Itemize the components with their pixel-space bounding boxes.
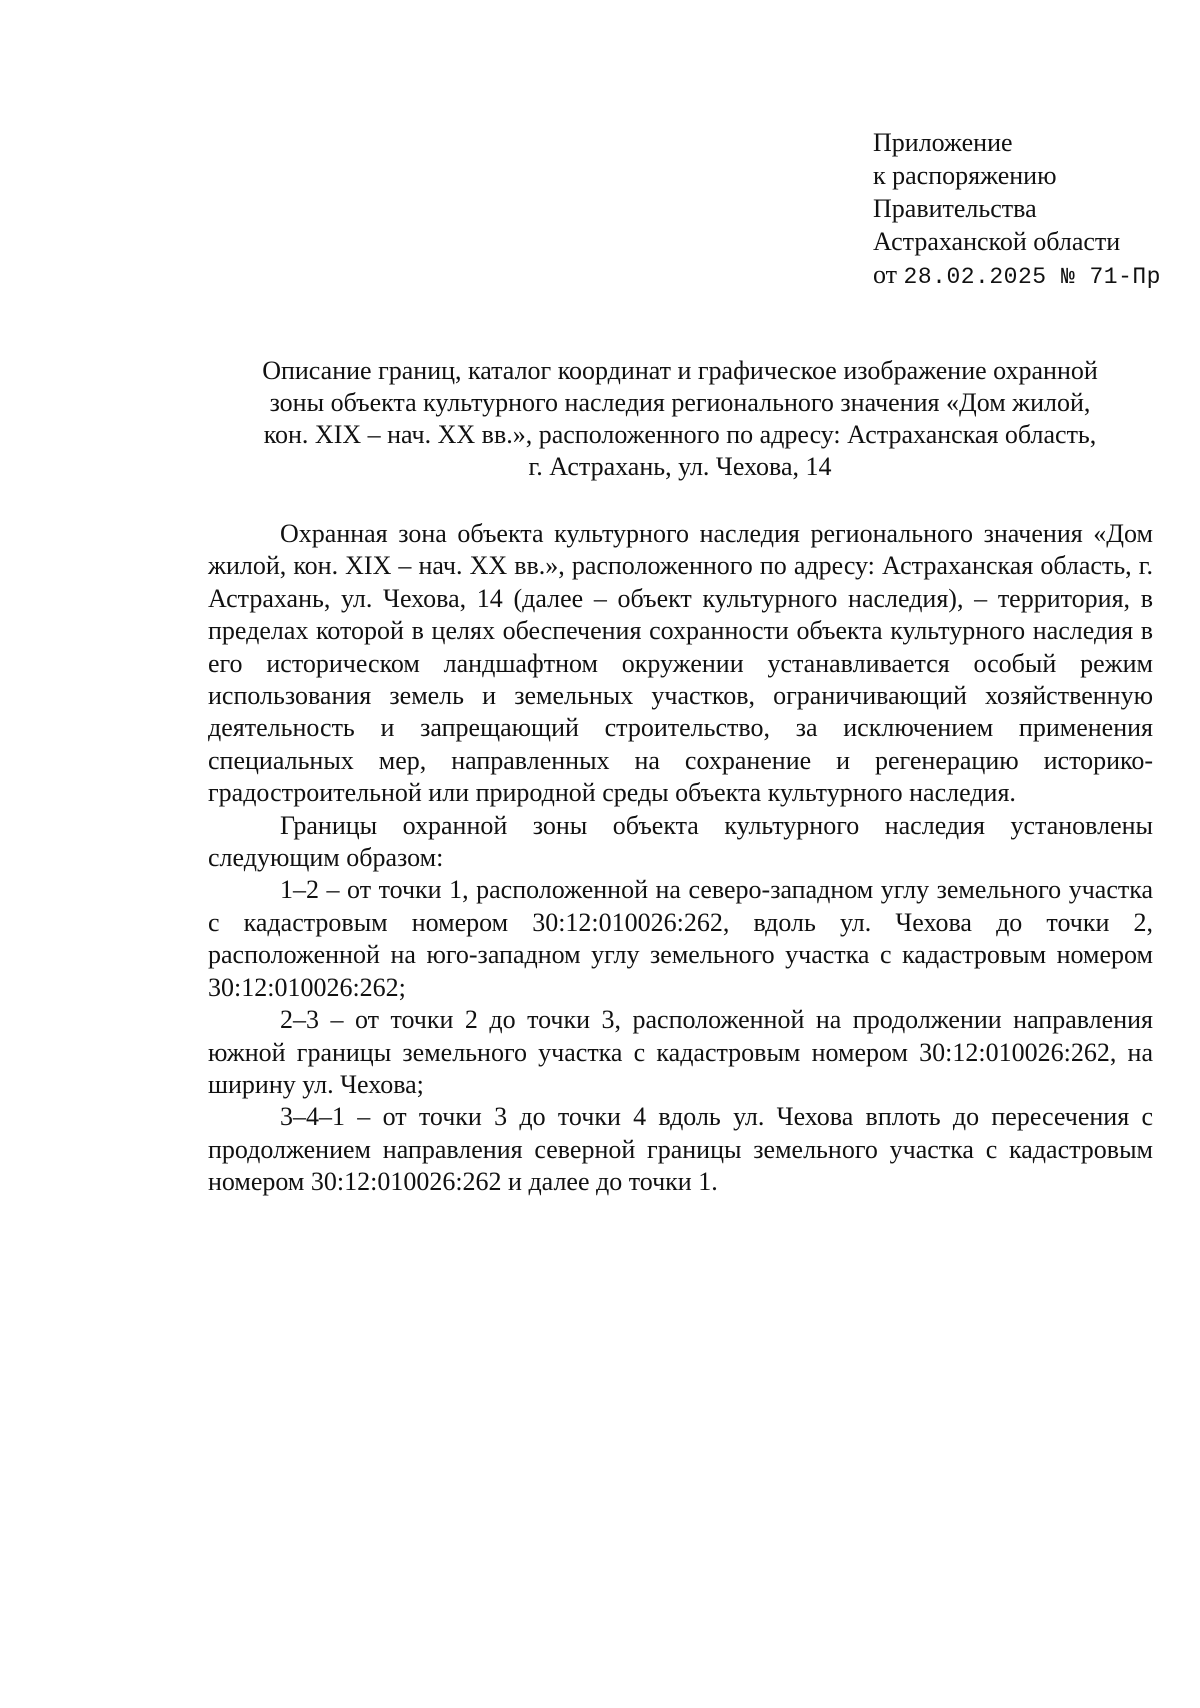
appendix-line: Приложение	[873, 128, 1013, 157]
appendix-date-number: 28.02.2025 № 71-Пр	[903, 264, 1161, 290]
appendix-line: Правительства	[873, 194, 1037, 223]
body-paragraph: Охранная зона объекта культурного наследия регионального значения «Дом жилой, кон. XIX – нач. XX вв.», расположенного по адресу: Астраханская область, г. Астрахань, ул. Чехова, 14 (далее – объект культурного наследия), – территория, в пределах которой в целях обеспечения сохранности объекта культурного наследия в его историческом ландшафтном окружении устанавливается особый режим использования земель и земельных участков, ограничивающий хозяйственную деятельность и запрещающий строительство, за исключением применения специальных мер, направленных на сохранение и регенерацию историко-градостроительной или природной среды объекта культурного наследия.	[208, 519, 1153, 808]
body-paragraph: 3–4–1 – от точки 3 до точки 4 вдоль ул. Чехова вплоть до пересечения с продолжением направления северной границы земельного участка с кадастровым номером 30:12:010026:262 и далее до точки 1.	[208, 1102, 1153, 1197]
appendix-date-line	[873, 258, 1161, 294]
appendix-line: Астраханской области	[873, 227, 1121, 256]
body-paragraph: 2–3 – от точки 2 до точки 3, расположенной на продолжении направления южной границы земельного участка с кадастровым номером 30:12:010026:262, на ширину ул. Чехова;	[208, 1005, 1153, 1099]
appendix-line: к распоряжению	[873, 161, 1057, 190]
appendix-date-prefix: от	[873, 260, 904, 289]
title-line: Описание границ, каталог координат и графическое изображение охранной	[262, 356, 1098, 385]
title-line: зоны объекта культурного наследия регионального значения «Дом жилой,	[269, 388, 1091, 417]
body-paragraph: Границы охранной зоны объекта культурного наследия установлены следующим образом:	[208, 810, 1153, 873]
body-paragraph: 1–2 – от точки 1, расположенной на северо-западном углу земельного участка с кадастровым номером 30:12:010026:262, вдоль ул. Чехова до точки 2, расположенной на юго-западном углу земельного участка с кадастровым номером 30:12:010026:262;	[208, 875, 1153, 1002]
document-title	[200, 355, 1160, 483]
title-line: г. Астрахань, ул. Чехова, 14	[528, 452, 832, 481]
appendix-header	[873, 126, 1161, 294]
title-line: кон. XIX – нач. XX вв.», расположенного по адресу: Астраханская область,	[263, 420, 1097, 449]
document-body	[208, 518, 1153, 1199]
